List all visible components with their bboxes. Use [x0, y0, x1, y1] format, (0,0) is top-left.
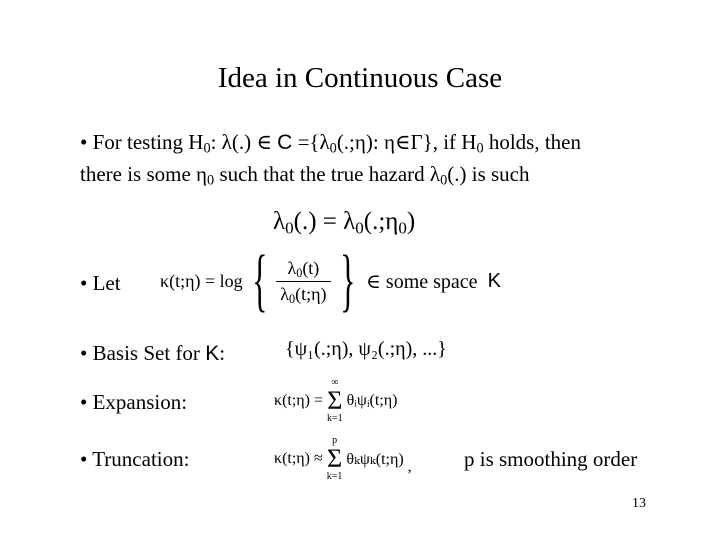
fraction: [276, 258, 330, 305]
bullet-testing-text-c: : λ(.) ∈: [210, 130, 278, 154]
subscript: 0: [203, 140, 211, 157]
fraction-bar: [276, 281, 330, 282]
eq-part: λ: [273, 208, 286, 235]
eq-part: (.;η: [363, 208, 399, 235]
bullet-testing-text-e: ={λ: [292, 130, 330, 154]
space-symbol: K: [205, 342, 220, 365]
subscript: 0: [355, 218, 364, 238]
subscript: 0: [207, 172, 215, 189]
subscript: 0: [440, 172, 448, 189]
den-arg: (t;η): [295, 283, 327, 304]
truncation-comma: ,: [407, 458, 412, 475]
expansion-lhs: κ(t;η) =: [274, 392, 323, 409]
subscript: 0: [476, 140, 484, 157]
truncation-formula: [274, 436, 412, 482]
let-lhs: κ(t;η) = log: [160, 270, 243, 291]
bullet-basis-label: [80, 343, 225, 364]
basis-colon: :: [219, 341, 226, 365]
page-number: 13: [632, 496, 646, 511]
sum-upper-limit: p: [332, 435, 338, 446]
sum-lower-limit: k=1: [326, 471, 343, 482]
bullet-testing-text-i: holds, then: [483, 130, 582, 154]
truncation-term: θₖψₖ(t;η): [346, 451, 404, 468]
bullet-testing-text-g: (.;η): η∈Γ}, if H: [336, 130, 477, 154]
bullet-testing-text2-a: there is some η: [80, 162, 208, 186]
summation: [327, 378, 343, 424]
sum-lower-limit: k=1: [327, 413, 343, 424]
fraction-denominator: [276, 284, 330, 305]
let-rhs: ∈ some space: [366, 270, 478, 293]
eq-part: (.) = λ: [293, 208, 356, 235]
subscript: 0: [288, 291, 296, 306]
subscript: 0: [398, 218, 407, 238]
slide-title: Idea in Continuous Case: [217, 62, 503, 94]
basis-set: {ψ₁(.;η), ψ₂(.;η), ...}: [285, 338, 447, 360]
bullet-truncation-label: • Truncation:: [80, 447, 190, 471]
centered-equation: [273, 208, 415, 236]
subscript: 0: [296, 265, 303, 280]
left-brace: {: [251, 242, 268, 319]
eq-part: ): [406, 208, 416, 235]
right-brace: }: [339, 242, 355, 319]
let-formula: [160, 242, 501, 319]
subscript: 0: [329, 140, 337, 157]
bullet-let-label: • Let: [80, 271, 121, 295]
class-symbol: C: [277, 131, 293, 154]
bullet-testing-text-a: • For testing H: [80, 130, 204, 154]
bullet-expansion-label: • Expansion:: [80, 390, 188, 414]
expansion-term: θᵢψᵢ(t;η): [346, 392, 398, 409]
bullet-testing-text2-e: (.) is such: [447, 162, 530, 186]
subscript: 0: [285, 218, 294, 238]
summation: [327, 436, 343, 482]
bullet-testing-line1: [80, 130, 582, 157]
bullet-testing-line2: [80, 162, 530, 189]
fraction-numerator: [283, 258, 323, 279]
den-lambda: λ: [280, 283, 289, 304]
bullet-testing-text2-c: such that the true hazard λ: [214, 162, 441, 186]
truncation-lhs: κ(t;η) ≈: [274, 450, 323, 467]
smoothing-order-note: p is smoothing order: [464, 447, 638, 471]
sum-upper-limit: ∞: [331, 377, 339, 388]
num-lambda: λ: [287, 257, 297, 278]
sigma-icon: Σ: [327, 386, 343, 415]
expansion-formula: [274, 378, 397, 424]
basis-text: • Basis Set for: [80, 341, 206, 365]
sigma-icon: Σ: [327, 444, 343, 473]
num-arg: (t): [302, 257, 320, 278]
space-symbol: K: [487, 269, 501, 292]
